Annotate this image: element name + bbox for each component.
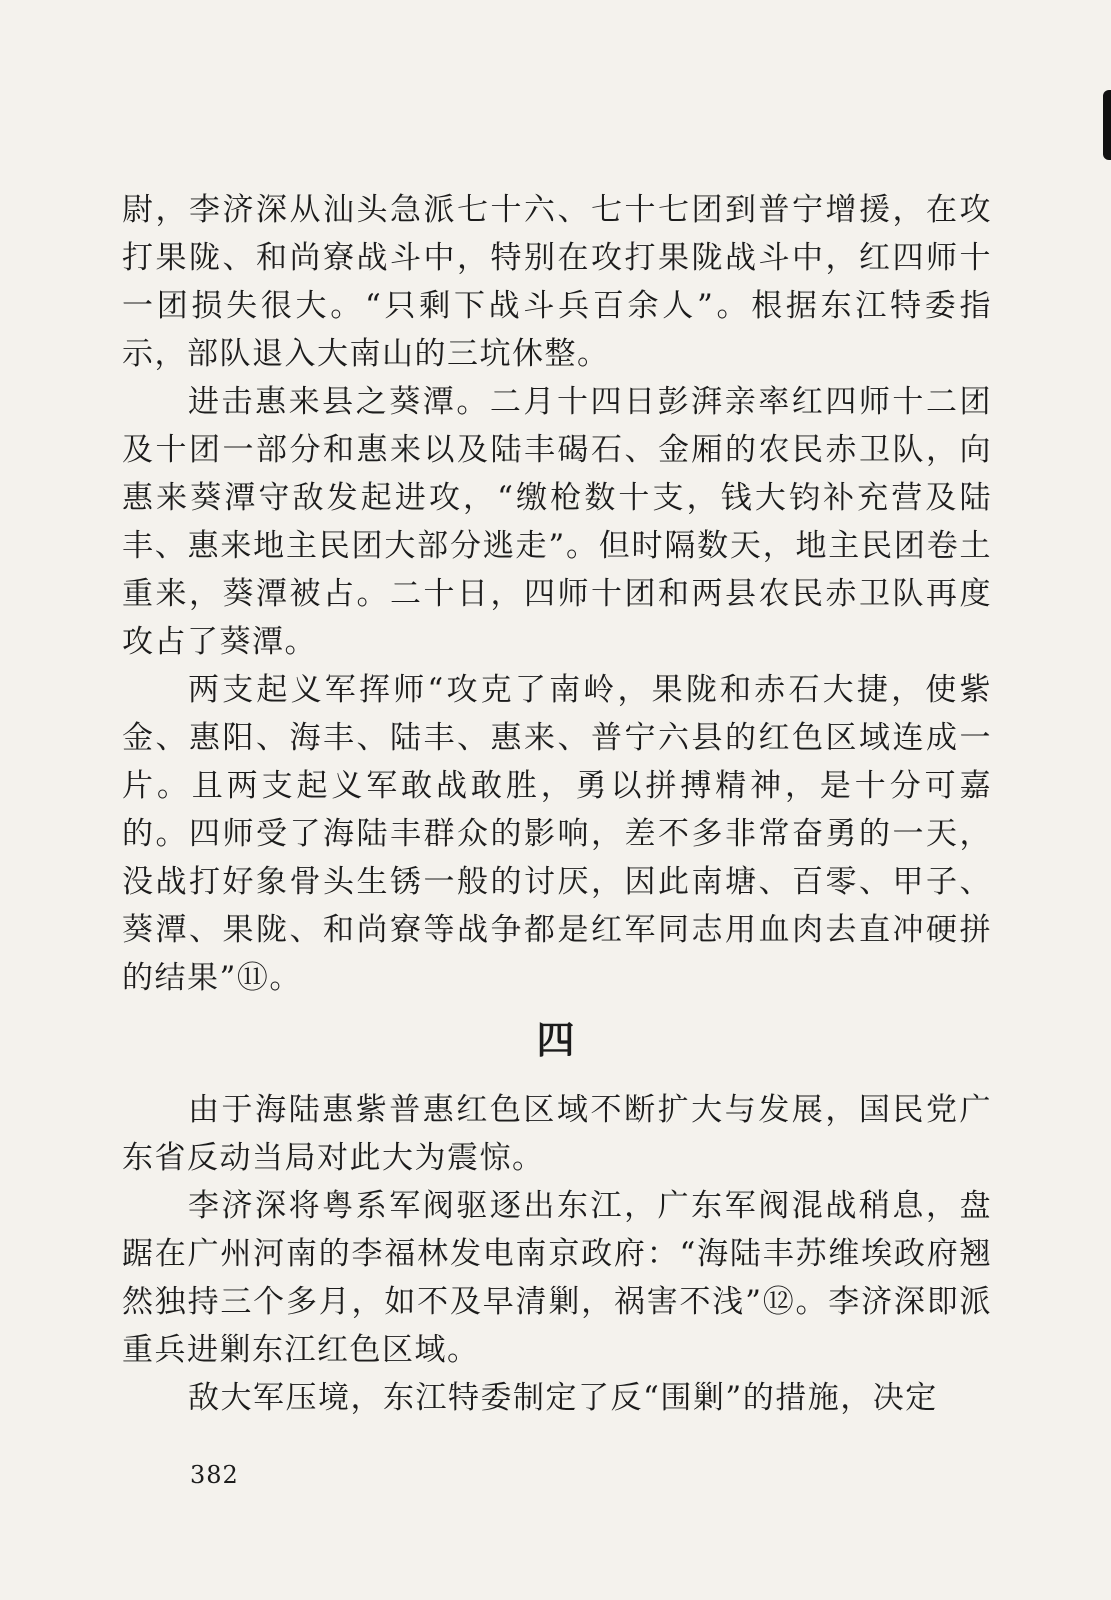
paragraph-li-jishen: 李济深将粤系军阀驱逐出东江，广东军阀混战稍息，盘踞在广州河南的李福林发电南京政府：“海陆丰苏维埃政府翘然独持三个多月，如不及早清剿，祸害不浅”⑫。李济深即派重兵进剿东江红色区域。 — [122, 1188, 992, 1368]
paragraph-kuitan-attack: 进击惠来县之葵潭。二月十四日彭湃亲率红四师十二团及十团一部分和惠来以及陆丰碣石、金厢的农民赤卫队，向惠来葵潭守敌发起进攻，“缴枪数十支，钱大钧补充营及陆丰、惠来地主民团大部分逃走”。但时隔数天，地主民团卷土重来，葵潭被占。二十日，四师十团和两县农民赤卫队再度攻占了葵潭。 — [122, 384, 992, 660]
section-heading: 四 — [536, 1017, 575, 1062]
paragraph-red-area-expansion: 由于海陆惠紫普惠红色区域不断扩大与发展，国民党广东省反动当局对此大为震惊。 — [122, 1092, 992, 1176]
text-block-top — [122, 186, 992, 1002]
text-block-bottom — [122, 1086, 992, 1422]
page-number: 382 — [190, 1461, 239, 1489]
paragraph-uprising-army: 两支起义军挥师“攻克了南岭，果陇和赤石大捷，使紫金、惠阳、海丰、陆丰、惠来、普宁六县的红色区域连成一片。且两支起义军敢战敢胜，勇以拼搏精神，是十分可嘉的。四师受了海陆丰群众的影响，差不多非常奋勇的一天，没战打好象骨头生锈一般的讨厌，因此南塘、百零、甲子、葵潭、果陇、和尚寮等战争都是红军同志用血肉去直冲硬拼的结果”⑪。 — [122, 672, 992, 996]
paragraph-counter-encirclement: 敌大军压境，东江特委制定了反“围剿”的措施，决定 — [188, 1380, 938, 1416]
paragraph-continued: 尉，李济深从汕头急派七十六、七十七团到普宁增援，在攻打果陇、和尚寮战斗中，特别在攻打果陇战斗中，红四师十一团损失很大。“只剩下战斗兵百余人”。根据东江特委指示，部队退入大南山的三坑休整。 — [122, 192, 992, 372]
binding-edge-mark — [1103, 90, 1111, 160]
